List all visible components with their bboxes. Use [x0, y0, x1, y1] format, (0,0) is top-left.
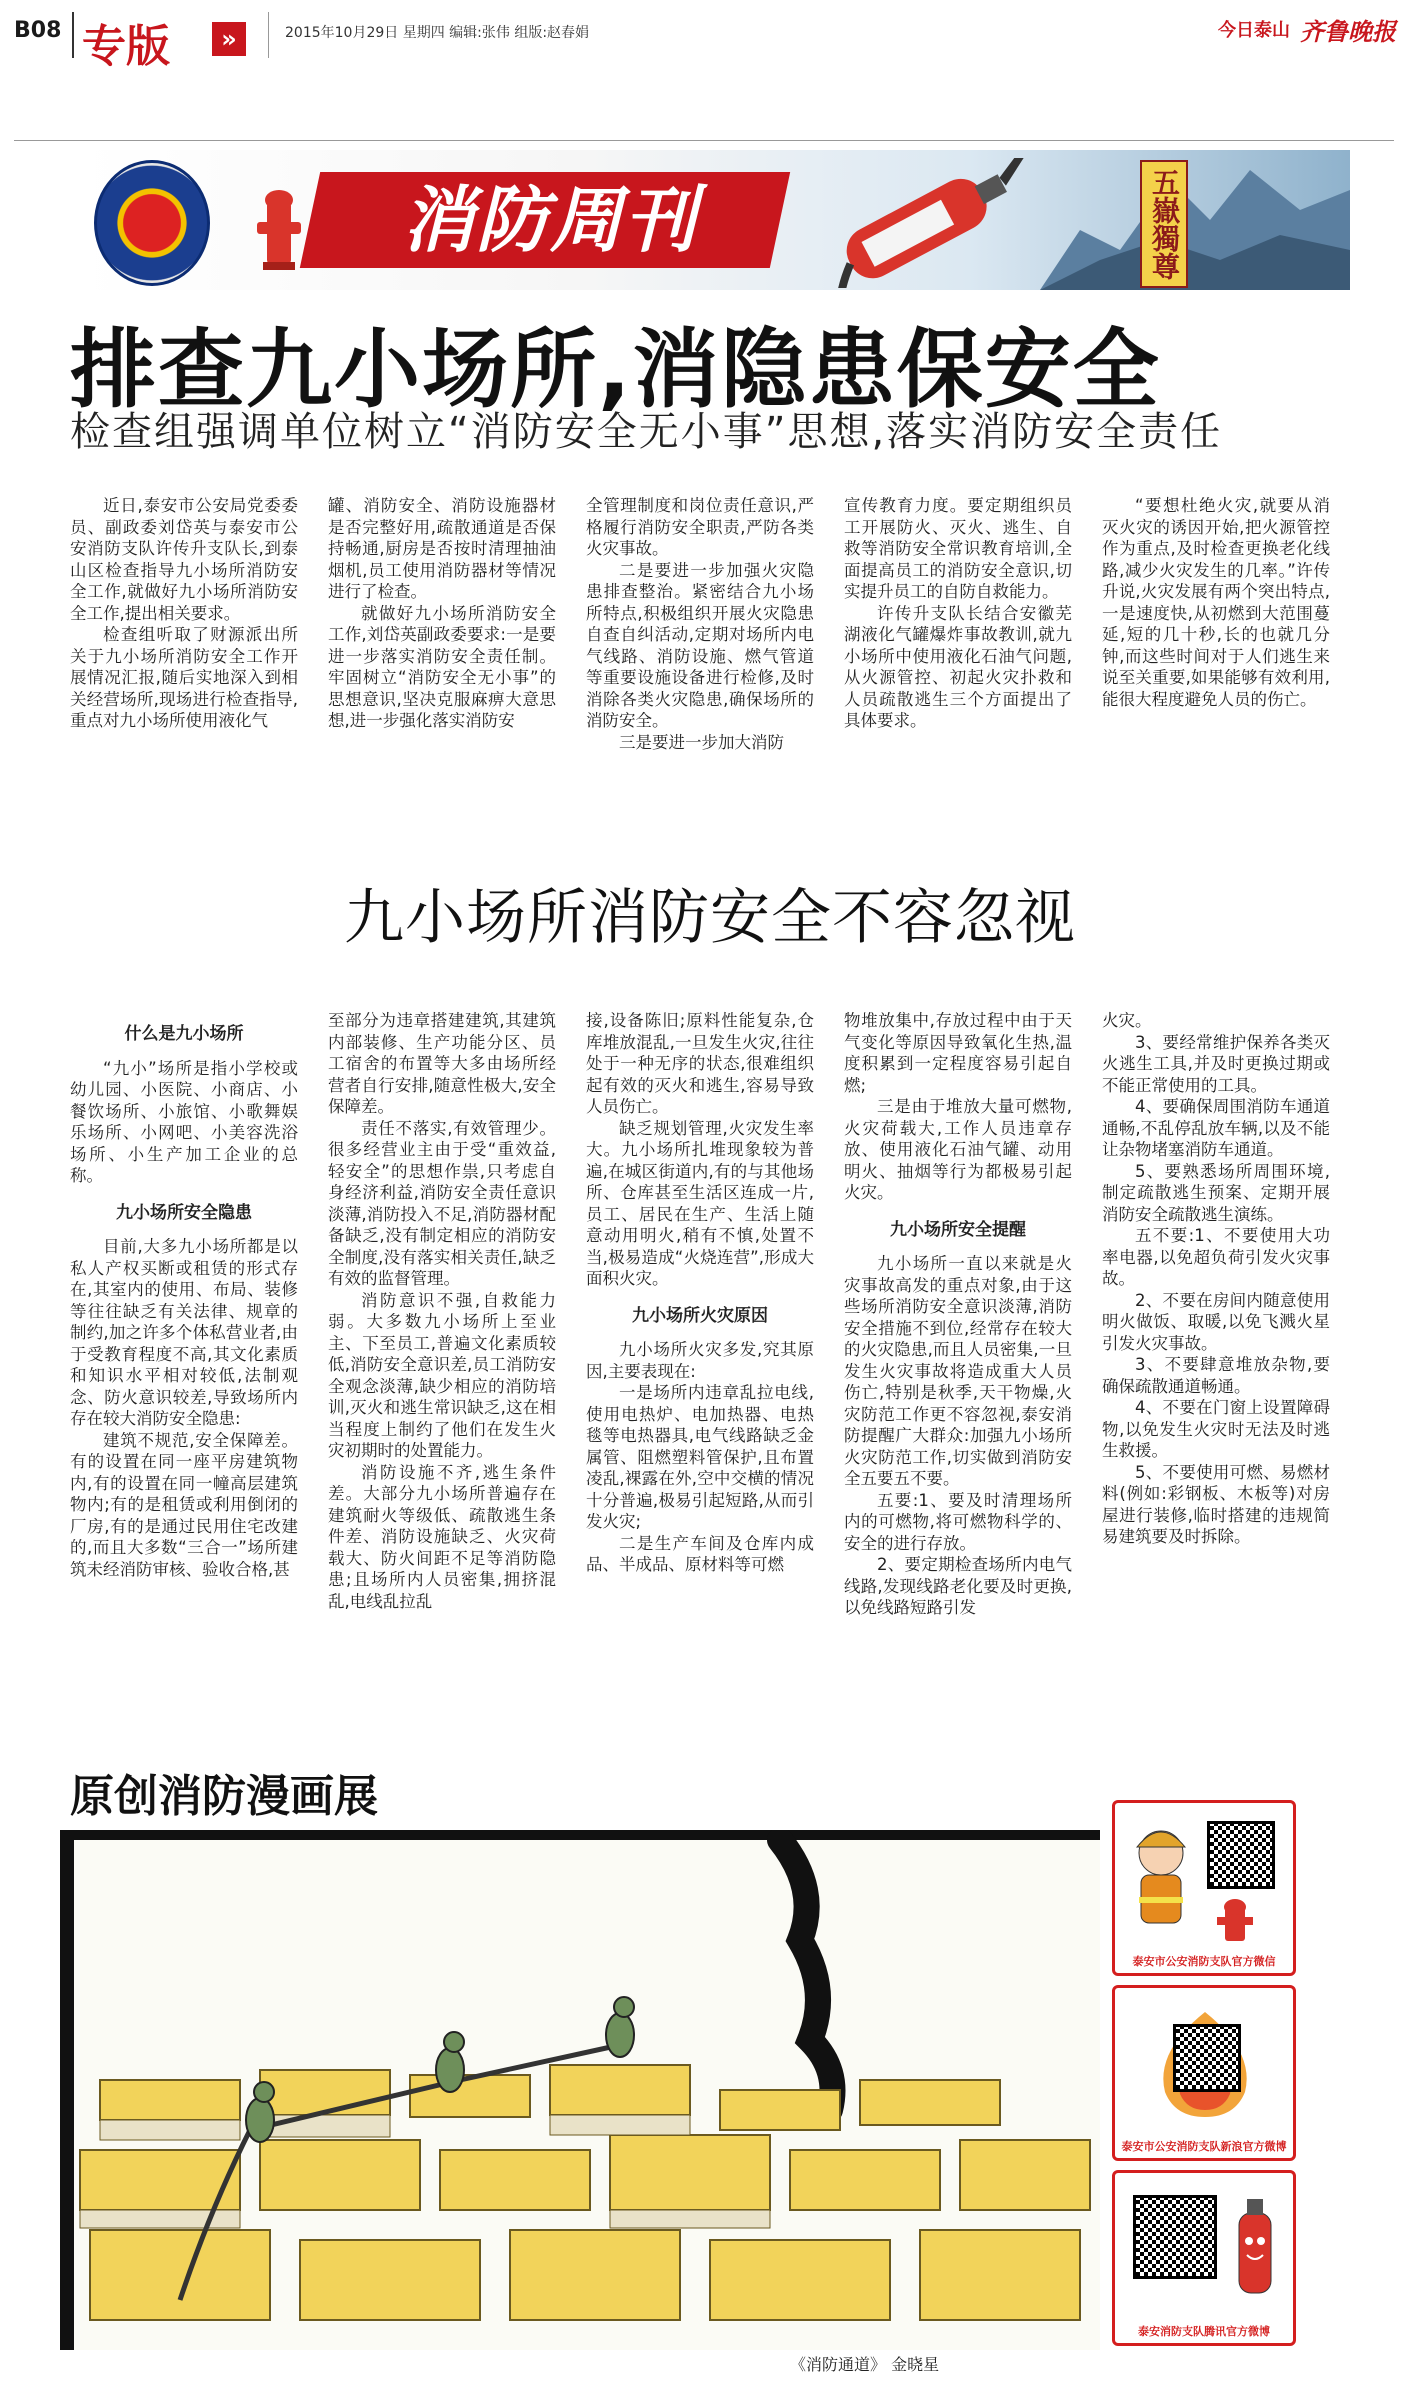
qr-card-tencent-weibo[interactable] [1112, 2170, 1296, 2346]
header-divider [72, 12, 74, 58]
paragraph: 五不要:1、不要使用大功率电器,以免超负荷引发火灾事故。 [1102, 1226, 1330, 1288]
section-arrow-icon: » [212, 22, 246, 56]
article-column [70, 495, 298, 795]
fire-weekly-banner [80, 150, 1350, 290]
paragraph: 至部分为违章搭建建筑,其建筑内部装修、生产功能分区、员工宿舍的布置等大多由场所经营者自行安排,随意性极大,安全保障差。 [328, 1011, 556, 1116]
qr-card-wechat[interactable] [1112, 1800, 1296, 1976]
mount-tai-icon [1040, 150, 1350, 290]
paragraph: 就做好九小场所消防安全工作,刘岱英副政委要求:一是要进一步落实消防安全责任制。牢固树立“消防安全无小事”的思想意识,坚决克服麻痹大意思想,进一步强化落实消防安 [328, 603, 556, 730]
paragraph: 5、不要使用可燃、易燃材料(例如:彩钢板、木板等)对房屋进行装修,临时搭建的违规简易建筑要及时拆除。 [1102, 1462, 1330, 1546]
paragraph: 目前,大多九小场所都是以私人产权买断或租赁的形式存在,其室内的使用、布局、装修等往往缺乏有关法律、规章的制约,加之许多个体私营业者,由于受教育程度不高,其文化素质和知识水平相对较低,法制观念、防火意识较差,导致场所内存在较大消防安全隐患: [70, 1237, 298, 1428]
paragraph: 二是生产车间及仓库内成品、半成品、原材料等可燃 [586, 1533, 814, 1574]
article-column [844, 495, 1072, 795]
cartoon-frame [60, 1830, 1100, 2350]
paragraph: 物堆放集中,存放过程中由于天气变化等原因导致氧化生热,温度积累到一定程度容易引起自燃; [844, 1011, 1072, 1095]
paragraph: 火灾。 [1102, 1011, 1152, 1030]
qr-label: 泰安消防支队腾讯官方微博 [1138, 2325, 1270, 2338]
paragraph: 4、要确保周围消防车通道通畅,不乱停乱放车辆,以及不能让杂物堵塞消防车通道。 [1102, 1097, 1330, 1159]
section-subhead: 九小场所安全提醒 [890, 1219, 1026, 1240]
paragraph: 消防设施不齐,逃生条件差。大部分九小场所普遍存在建筑耐火等级低、疏散逃生条件差、消防设施缺乏、火灾荷载大、防火间距不足等消防隐患;且场所内人员密集,拥挤混乱,电线乱拉乱 [328, 1462, 556, 1611]
qr-card-sina-weibo[interactable] [1112, 1985, 1296, 2161]
fire-hydrant-icon [255, 182, 303, 272]
section-subhead: 九小场所安全隐患 [116, 1202, 252, 1223]
section-subhead: 九小场所火灾原因 [632, 1305, 768, 1326]
article-column [586, 495, 814, 795]
section-name: 专版 [82, 21, 170, 72]
paragraph: 3、要经常维护保养各类灭火逃生工具,并及时更换过期或不能正常使用的工具。 [1102, 1032, 1330, 1095]
cartoon-caption: 《消防通道》 金晓星 [790, 2355, 940, 2374]
paragraph: 一是场所内违章乱拉电线,使用电热炉、电加热器、电热毯等电热器具,电气线路缺乏金属管、阻燃塑料管保护,且布置凌乱,裸露在外,空中交横的情况十分普遍,极易引起短路,从而引发火灾; [586, 1383, 814, 1531]
cartoon-section-title: 原创消防漫画展 [70, 1771, 378, 1822]
article-column [328, 495, 556, 795]
issue-meta: 2015年10月29日 星期四 编辑:张伟 组版:赵春娟 [285, 25, 590, 41]
article-column [1102, 1010, 1330, 1660]
qr-code[interactable] [1133, 2195, 1217, 2279]
fire-lane-cartoon-illustration [60, 1830, 1100, 2350]
paragraph: 三是要进一步加大消防 [619, 732, 784, 752]
paragraph: 消防意识不强,自救能力弱。大多数九小场所上至业主、下至员工,普遍文化素质较低,消防安全意识差,员工消防安全观念淡薄,缺少相应的消防培训,灭火和逃生常识缺乏,这在相当程度上制约了他们在发生火灾初期时的处置能力。 [328, 1290, 556, 1460]
column-name: 今日泰山 [1218, 20, 1290, 41]
paragraph: 2、不要在房间内随意使用明火做饭、取暖,以免飞溅火星引发火灾事故。 [1102, 1290, 1330, 1353]
qr-code[interactable] [1207, 1821, 1275, 1889]
paragraph: 五要:1、要及时清理场所内的可燃物,将可燃物科学的、安全的进行存放。 [844, 1490, 1072, 1553]
paragraph: “要想杜绝火灾,就要从消灭火灾的诱因开始,把火源管控作为重点,及时检查更换老化线路,减少火灾发生的几率。”许传升说,火灾发展有两个突出特点,一是速度快,从初燃到大范围蔓延,短的几十秒,长的也就几分钟,而这些时间对于人们逃生来说至关重要,如果能够有效利用,能很大程度避免人员的伤亡。 [1102, 496, 1330, 709]
wuyue-duzun-seal: 五嶽獨尊 [1140, 160, 1188, 288]
paragraph: 4、不要在门窗上设置障碍物,以免发生火灾时无法及时逃生救援。 [1102, 1398, 1330, 1460]
header-rule [14, 140, 1394, 141]
paragraph: 三是由于堆放大量可燃物,火灾荷载大,工作人员违章存放、使用液化石油气罐、动用明火、抽烟等行为都极易引起火灾。 [844, 1097, 1072, 1202]
qr-code[interactable] [1173, 2024, 1241, 2092]
article-column [328, 1010, 556, 1660]
paragraph: 缺乏规划管理,火灾发生率大。九小场所扎堆现象较为普遍,在城区街道内,有的与其他场所、仓库甚至生活区连成一片,员工、居民在生产、生活上随意动用明火,稍有不慎,处置不当,极易造成“火烧连营”,形成大面积火灾。 [586, 1118, 814, 1288]
paragraph: 接,设备陈旧;原料性能复杂,仓库堆放混乱,一旦发生火灾,往往处于一种无序的状态,很难组织起有效的灭火和逃生,容易导致人员伤亡。 [586, 1011, 814, 1116]
page-header [0, 0, 1409, 75]
newspaper-logo: 齐鲁晚报 [1300, 17, 1396, 46]
paragraph: 许传升支队长结合安徽芜湖液化气罐爆炸事故教训,就九小场所中使用液化石油气问题,从火源管控、初起火灾扑救和人员疏散逃生三个方面提出了具体要求。 [844, 603, 1072, 730]
paragraph: 建筑不规范,安全保障差。有的设置在同一座平房建筑物内,有的设置在同一幢高层建筑物内;有的是租赁或利用倒闭的厂房,有的是通过民用住宅改建的,而且大多数“三合一”场所建筑未经消防审核、验收合格,甚 [70, 1430, 298, 1579]
paragraph: 3、不要肆意堆放杂物,要确保疏散通道畅通。 [1102, 1355, 1330, 1396]
paragraph: 责任不落实,有效管理少。很多经营业主由于受“重效益,轻安全”的思想作祟,只考虑自身经济利益,消防安全责任意识淡薄,消防投入不足,消防器材配备缺乏,没有制定相应的消防安全制度,没有落实相关责任,缺乏有效的监督管理。 [328, 1118, 556, 1288]
subheadline: 检查组强调单位树立“消防安全无小事”思想,落实消防安全责任 [70, 409, 1223, 455]
paragraph: 二是要进一步加强火灾隐患排查整治。紧密结合九小场所特点,积极组织开展火灾隐患自查自纠活动,定期对场所内电气线路、消防设施、燃气管道等重要设施设备进行检修,及时消除各类火灾隐患,确保场所的消防安全。 [586, 560, 814, 730]
extinguisher-mascot-icon [1225, 2193, 1285, 2303]
paragraph: 九小场所火灾多发,究其原因,主要表现在: [586, 1340, 814, 1381]
paragraph: 全管理制度和岗位责任意识,严格履行消防安全职责,严防各类火灾事故。 [586, 496, 814, 558]
fire-police-emblem-icon [94, 160, 210, 286]
cartoon-image [60, 1830, 1100, 2350]
headline: 排查九小场所,消隐患保安全 [70, 320, 1161, 420]
article-column [1102, 495, 1330, 795]
paragraph: 罐、消防安全、消防设施器材是否完整好用,疏散通道是否保持畅通,厨房是否按时清理抽油烟机,员工使用消防器材等情况进行了检查。 [328, 496, 556, 601]
paragraph: 宣传教育力度。要定期组织员工开展防火、灭火、逃生、自救等消防安全常识教育培训,全面提高员工的消防安全意识,切实提升员工的自防自救能力。 [844, 496, 1072, 601]
fire-extinguisher-icon [800, 158, 1050, 288]
article-column [70, 1010, 298, 1660]
paragraph: 检查组听取了财源派出所关于九小场所消防安全工作开展情况汇报,随后实地深入到相关经营场所,现场进行检查指导,重点对九小场所使用液化气 [70, 625, 298, 730]
qr-label: 泰安市公安消防支队官方微信 [1132, 1955, 1276, 1968]
header-divider [268, 12, 269, 58]
article-column [844, 1010, 1072, 1660]
paragraph: 九小场所一直以来就是火灾事故高发的重点对象,由于这些场所消防安全意识淡薄,消防安全措施不到位,经常存在较大的火灾隐患,而且人员密集,一旦发生火灾事故将造成重大人员伤亡,特别是秋季,天干物燥,火灾防范工作更不容忽视,泰安消防提醒广大群众:加强九小场所火灾防范工作,切实做到消防安全五要五不要。 [844, 1254, 1072, 1488]
fire-hydrant-icon [1215, 1895, 1255, 1945]
paragraph: 近日,泰安市公安局党委委员、副政委刘岱英与泰安市公安消防支队许传升支队长,到泰山区检查指导九小场所消防安全工作,就做好九小场所消防安全工作,提出相关要求。 [70, 496, 298, 623]
article-column [586, 1010, 814, 1660]
page-number: B08 [14, 18, 62, 43]
firefighter-mascot-icon [1121, 1817, 1201, 1937]
qr-label: 泰安市公安消防支队新浪官方微博 [1121, 2140, 1287, 2153]
headline: 九小场所消防安全不容忽视 [344, 883, 1076, 953]
paragraph: “九小”场所是指小学校或幼儿园、小医院、小商店、小餐饮场所、小旅馆、小歌舞娱乐场所、小网吧、小美容洗浴场所、小生产加工企业的总称。 [70, 1058, 298, 1185]
paragraph: 5、要熟悉场所周围环境,制定疏散逃生预案、定期开展消防安全疏散逃生演练。 [1102, 1161, 1330, 1224]
banner-title: 消防周刊 [401, 178, 698, 262]
paragraph: 2、要定期检查场所内电气线路,发现线路老化要及时更换,以免线路短路引发 [844, 1555, 1072, 1617]
section-subhead: 什么是九小场所 [124, 1024, 244, 1044]
